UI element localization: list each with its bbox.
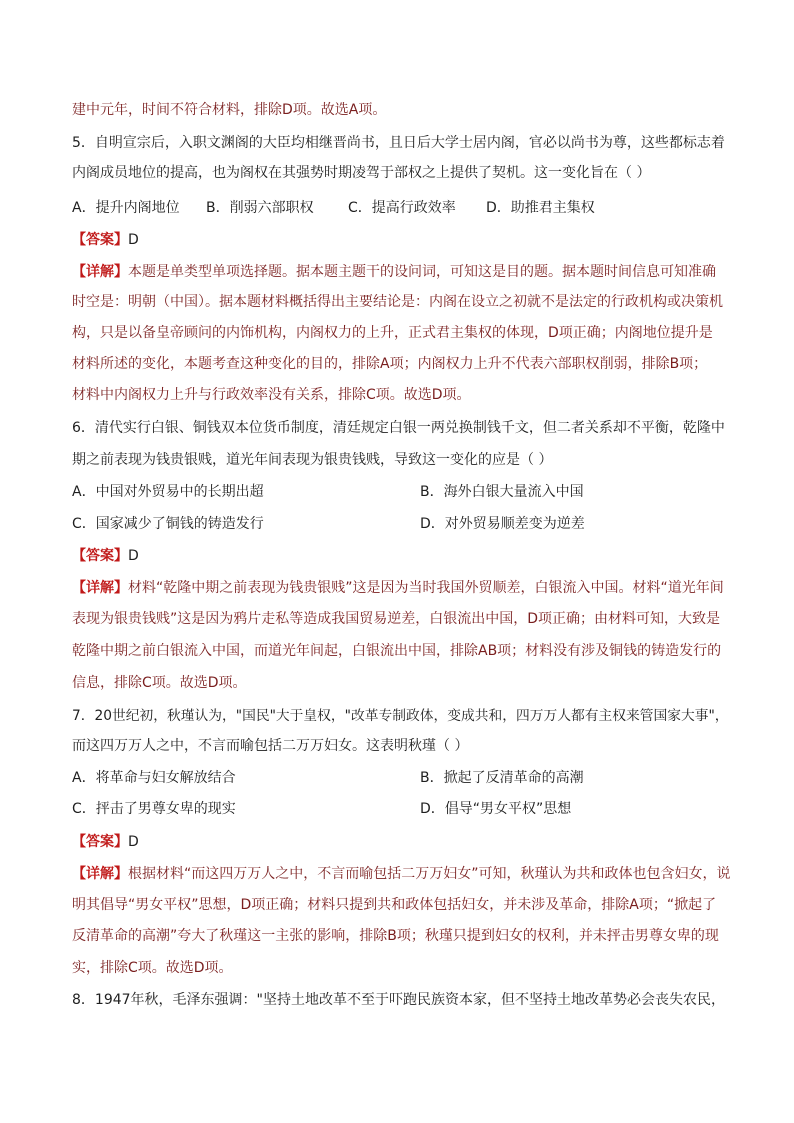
q6-option-b: B．海外白银大量流入中国 [420,484,584,500]
q6-explain-line-4: 信息，排除C项。故选D项。 [72,675,247,691]
q5-explain-line-5: 材料中内阁权力上升与行政效率没有关系，排除C项。故选D项。 [72,387,471,403]
q5-answer [72,230,732,250]
explain-tag: 【详解】 [72,580,128,596]
explain-tag: 【详解】 [72,264,128,280]
answer-tag: 【答案】 [72,548,128,564]
q5-option-c: C．提高行政效率 [348,200,456,216]
q6-stem-line-1: 6．清代实行白银、铜钱双本位货币制度，清廷规定白银一两兑换制钱千文，但二者关系却不平衡，乾隆中 [72,420,725,436]
q7-stem-line-2: 而这四万万人之中，不言而喻包括二万万妇女。这表明秋瑾（ ） [72,738,469,754]
q5-option-d: D．助推君主集权 [486,200,595,216]
q7-explain-line-2: 明其倡导“男女平权”思想，D项正确；材料只提到共和政体包括妇女，并未涉及革命，排除A项；“掀起了 [72,897,717,913]
q6-options-row-2 [72,514,732,534]
q5-stem-line-1: 5．自明宣宗后，入职文渊阁的大臣均相继晋尚书，且日后大学士居内阁，官必以尚书为尊，这些都标志着 [72,135,725,151]
q7-option-c: C．抨击了男尊女卑的现实 [72,801,236,817]
q5-explain-line-1: 【详解】本题是单类型单项选择题。据本题主题干的设问词，可知这是目的题。据本题时间信息可知准确 [72,264,716,280]
q7-options-row-1 [72,768,732,788]
q5-options [72,198,732,218]
q5-stem-line-2: 内阁成员地位的提高，也为阁权在其强势时期凌驾于部权之上提供了契机。这一变化旨在（ ） [72,165,651,181]
q6-options-row-1 [72,482,732,502]
q7-answer [72,832,732,852]
q6-explain-line-3: 乾隆中期之前白银流入中国，而道光年间起，白银流出中国，排除AB项；材料没有涉及铜钱的铸造发行的 [72,643,722,659]
answer-value: D [128,548,139,564]
q6-option-a: A．中国对外贸易中的长期出超 [72,484,264,500]
q7-options-row-2 [72,799,732,819]
q4-explanation-tail: 建中元年，时间不符合材料，排除D项。故选A项。 [72,102,387,118]
q6-option-c: C．国家减少了铜钱的铸造发行 [72,516,264,532]
q7-explain-line-1: 【详解】根据材料“而这四万万人之中，不言而喻包括二万万妇女”可知，秋瑾认为共和政体也包含妇女，说 [72,866,731,882]
q7-explain-line-4: 实，排除C项。故选D项。 [72,960,233,976]
answer-value: D [128,834,139,850]
q7-explain-line-3: 反清革命的高潮”夸大了秋瑾这一主张的影响，排除B项；秋瑾只提到妇女的权利，并未抨击男尊女卑的现 [72,928,719,944]
answer-value: D [128,232,139,248]
q6-explain-line-1: 【详解】材料“乾隆中期之前表现为钱贵银贱”这是因为当时我国外贸顺差，白银流入中国。材料“道光年间 [72,580,724,596]
answer-tag: 【答案】 [72,834,128,850]
q7-option-b: B．掀起了反清革命的高潮 [420,770,584,786]
q6-answer [72,546,732,566]
q5-option-a: A．提升内阁地位 [72,200,180,216]
q7-stem-line-1: 7．20世纪初，秋瑾认为，"国民"大于皇权，"改革专制政体，变成共和，四万万人都有主权来管国家大事"， [72,708,729,724]
q5-option-b: B．削弱六部职权 [206,200,314,216]
q5-explain-line-3: 构，只是以备皇帝顾问的内饰机构，内阁权力的上升，正式君主集权的体现，D项正确；内阁地位提升是 [72,325,713,341]
q5-explain-line-2: 时空是：明朝（中国）。据本题材料概括得出主要结论是：内阁在设立之初就不是法定的行政机构或决策机 [72,294,723,310]
q5-explain-line-4: 材料所述的变化，本题考查这种变化的目的，排除A项；内阁权力上升不代表六部职权削弱，排除B项； [72,356,708,372]
answer-tag: 【答案】 [72,232,128,248]
q7-option-d: D．倡导“男女平权”思想 [420,801,572,817]
q7-option-a: A．将革命与妇女解放结合 [72,770,236,786]
q8-stem-line-1: 8．1947年秋，毛泽东强调："坚持土地改革不至于吓跑民族资本家，但不坚持土地改革势必会丧失农民， [72,992,725,1008]
q6-stem-line-2: 期之前表现为钱贵银贱，道光年间表现为银贵钱贱，导致这一变化的应是（ ） [72,452,553,468]
explain-tag: 【详解】 [72,866,128,882]
q6-explain-line-2: 表现为银贵钱贱”这是因为鸦片走私等造成我国贸易逆差，白银流出中国，D项正确；由材料可知，大致是 [72,611,721,627]
q6-option-d: D．对外贸易顺差变为逆差 [420,516,585,532]
